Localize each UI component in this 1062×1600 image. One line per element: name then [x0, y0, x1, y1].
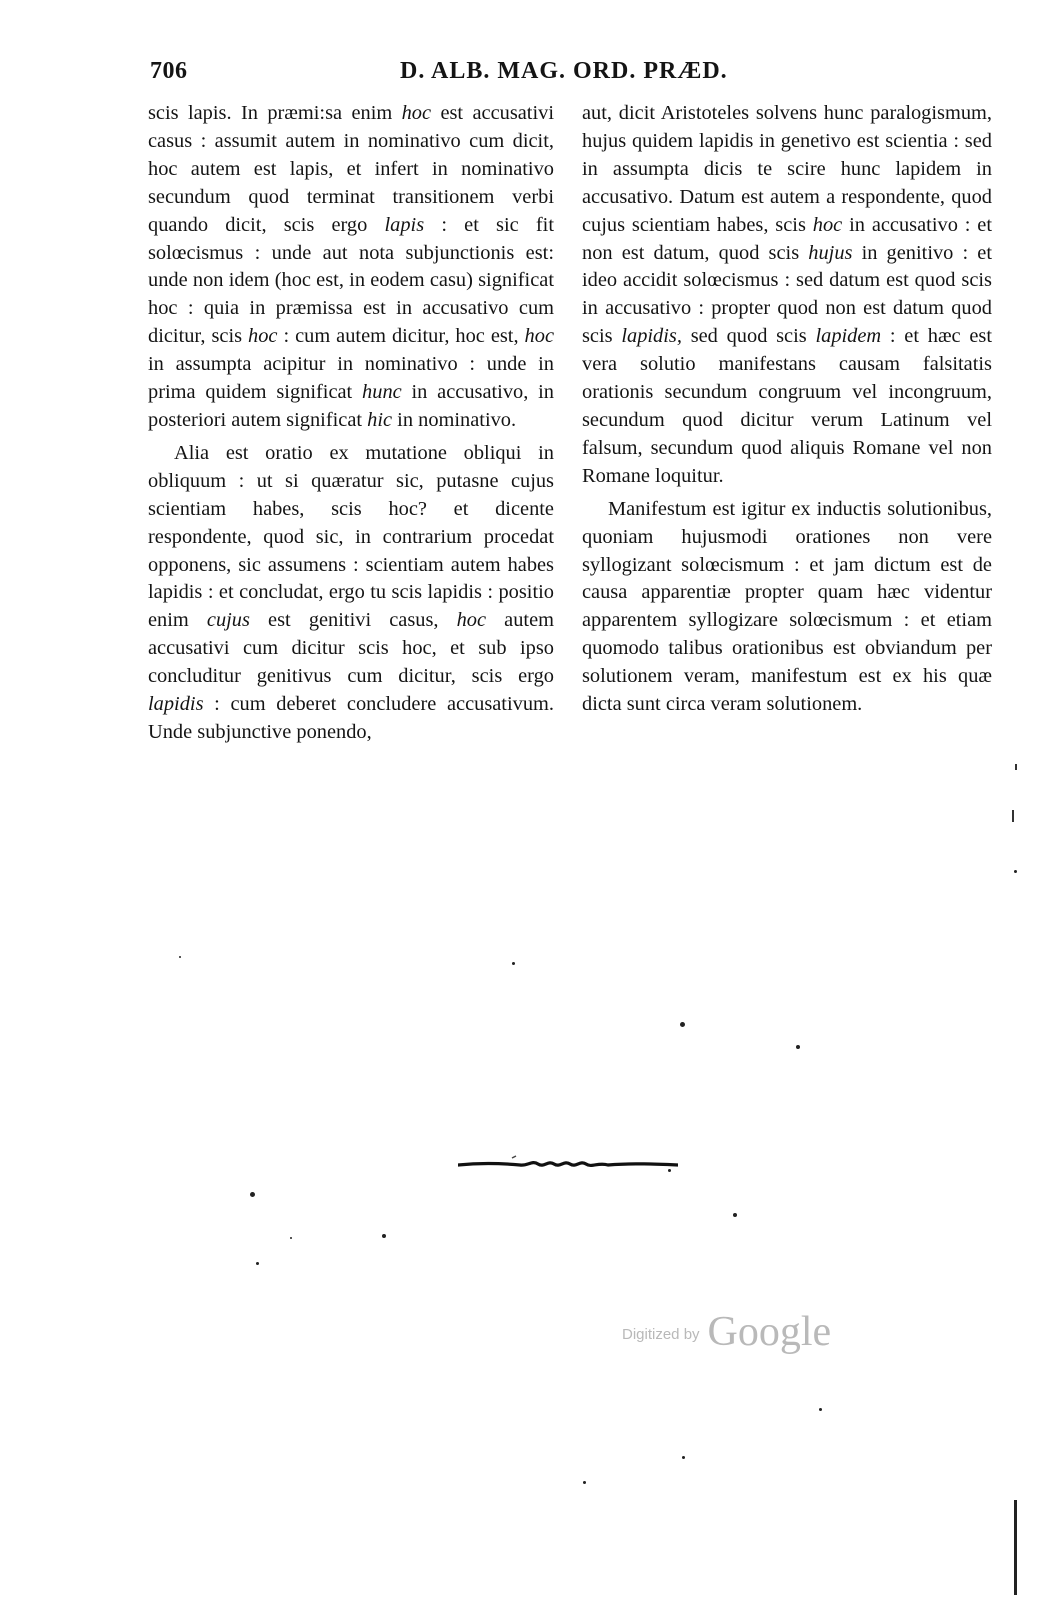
text-run: in accusativo : et non est datum, quod scis — [582, 213, 993, 264]
text-run: in nominativo. — [392, 408, 517, 431]
scan-speck — [796, 1045, 800, 1049]
text-run: : et hæc est vera solutio manifestans causam falsitatis orationis secundum congruum vel incongruum, secundum quod dicitur verum Latinum vel falsum, secundum quod aliquis Romane vel non Romane loquitur. — [582, 325, 992, 487]
italic-word: hoc — [812, 213, 843, 236]
scan-speck — [680, 1022, 685, 1027]
left-paragraph-2 — [148, 440, 554, 747]
scan-speck — [179, 956, 181, 958]
scan-speck — [1014, 870, 1017, 873]
text-run: scis lapis. In præmi:sa enim — [148, 102, 402, 124]
text-run: in accusativo, in posteriori autem significat — [148, 381, 554, 431]
page-number: 706 — [150, 58, 188, 84]
scan-speck — [250, 1192, 255, 1197]
scan-speck — [290, 1237, 292, 1239]
italic-word: hoc — [524, 325, 554, 348]
italic-word: lapidis — [148, 693, 204, 716]
right-paragraph-1 — [582, 100, 992, 491]
scan-speck — [682, 1456, 685, 1459]
left-paragraph-1 — [148, 100, 554, 435]
text-run: aut, dicit Aristoteles solvens hunc paralogismum, hujus quidem lapidis in genetivo est scientia : sed in assumpta dicis te scire hunc lapidem in accusativo. Datum est autem a respondente, quod cujus scientiam habes, scis — [582, 102, 992, 236]
watermark-prefix: Digitized by — [622, 1326, 700, 1343]
text-run: Manifestum est igitur ex inductis solutionibus, quoniam hujusmodi orationes non vere syllogizant solœcismum : et jam dictum est de causa apparentiæ propter quam hæc videntur apparentem syllogizare solœcismum : et etiam quomodo talibus orationibus est obviandum per solutionem veram, manifestum est ex his quæ dicta sunt circa veram solutionem. — [582, 497, 992, 716]
scan-speck — [382, 1234, 386, 1238]
scan-edge-mark — [1014, 1500, 1017, 1595]
running-head: D. ALB. MAG. ORD. PRÆD. — [400, 58, 728, 84]
text-run: est genitivi casus, — [249, 609, 457, 632]
right-column — [582, 100, 992, 719]
italic-word: hoc — [456, 609, 487, 632]
watermark-brand: Google — [707, 1309, 832, 1355]
italic-word: lapis — [384, 213, 425, 236]
digitized-by-google-watermark — [622, 1308, 831, 1356]
scan-speck — [819, 1408, 822, 1411]
left-column — [148, 100, 554, 747]
text-run: Alia est oratio ex mutatione obliqui in obliquum : ut si quæratur sic, putasne cujus scientiam habes, scis hoc? et dicente respondente, quod sic, in contrarium procedat opponens, sic assumens : scientiam autem habes lapidis : et concludat, ergo tu scis lapidis : positio enim — [148, 441, 554, 632]
italic-word: hunc — [362, 381, 402, 404]
italic-word: hoc — [248, 325, 278, 348]
italic-word: cujus — [206, 609, 250, 632]
right-paragraph-2 — [582, 496, 992, 719]
italic-word: lapidem — [815, 325, 882, 348]
italic-word: hoc — [401, 102, 432, 124]
text-run: in assumpta acipitur in nominativo : unde in prima quidem significat — [148, 353, 554, 404]
end-ornament — [458, 1148, 678, 1176]
italic-word: hic — [367, 408, 393, 431]
text-run: autem accusativi cum dicitur scis hoc, et sub ipso concluditur genitivus cum dicitur, scis ergo — [148, 609, 554, 688]
text-run: : cum deberet concludere accusativum. Unde subjunctive ponendo, — [148, 693, 554, 743]
text-run: in genitivo : et ideo accidit solœcismus : sed datum est quod scis in accusativo : propter quod non est datum quod scis — [582, 241, 992, 348]
scan-edge-mark — [1015, 764, 1017, 770]
text-run: : cum autem dicitur, hoc est, — [277, 325, 525, 348]
scan-speck — [256, 1262, 259, 1265]
scan-speck — [668, 1169, 671, 1172]
italic-word: lapidis, — [621, 325, 682, 348]
scan-edge-mark — [1012, 810, 1014, 822]
text-run: est accusativi casus : assumit autem in nominativo cum dicit, hoc autem est lapis, et infert in nominativo secundum quod terminat transitionem verbi quando dicit, scis ergo — [148, 102, 554, 236]
text-run: sed quod scis — [681, 325, 816, 348]
scan-speck — [583, 1481, 586, 1484]
italic-word: hujus — [808, 241, 853, 264]
scan-speck — [512, 962, 515, 965]
scan-speck — [733, 1213, 737, 1217]
text-run: : et sic fit solœcismus : unde aut nota subjunctionis est: unde non idem (hoc est, in eodem casu) significat hoc : quia in præmissa est in accusativo cum dicitur, scis — [148, 213, 554, 348]
